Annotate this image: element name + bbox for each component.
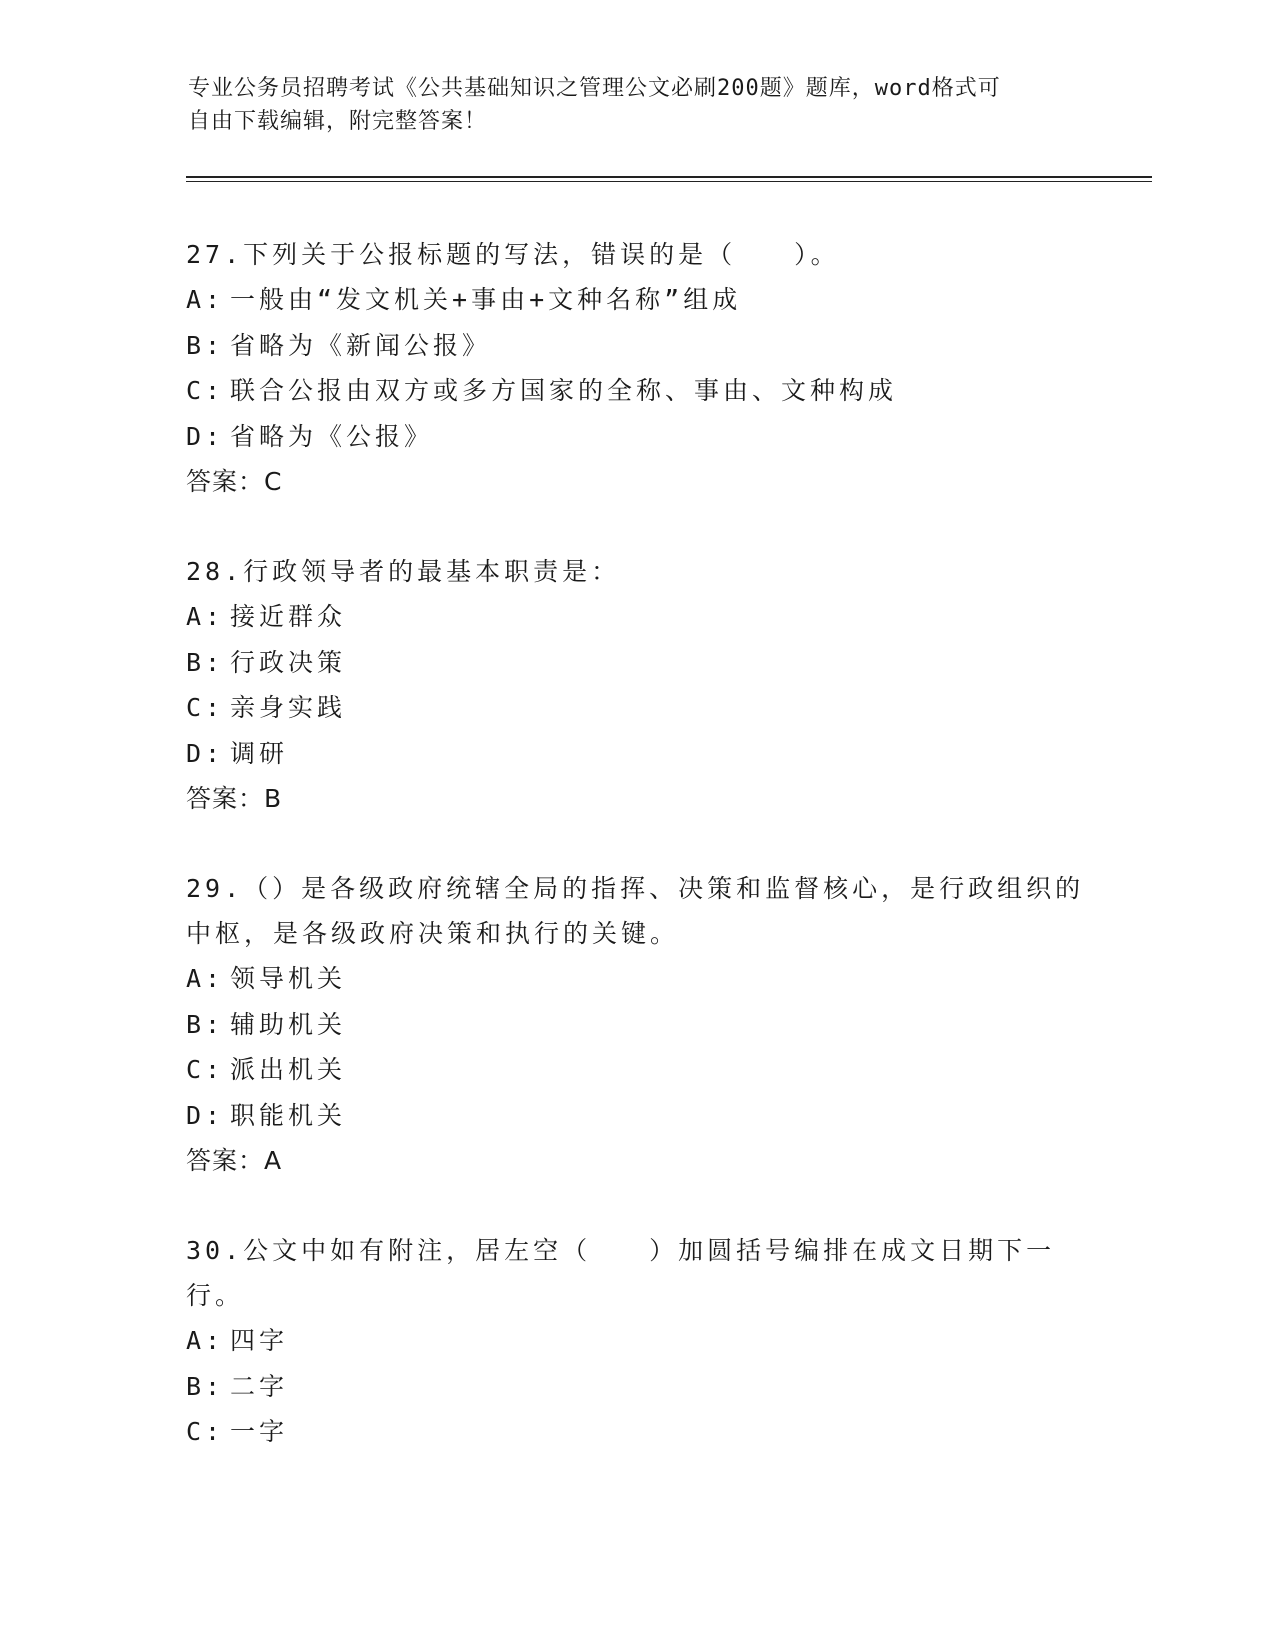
option-text: 接近群众 <box>230 602 347 631</box>
question-30 <box>186 1228 1086 1455</box>
question-text: 28.行政领导者的最基本职责是： <box>186 557 621 586</box>
header-divider-thin <box>186 181 1152 182</box>
option-text: 四字 <box>230 1326 289 1355</box>
option-text: 领导机关 <box>230 964 347 993</box>
option-c <box>186 685 1086 731</box>
option-letter: B: <box>186 1371 225 1401</box>
question-text: 27.下列关于公报标题的写法，错误的是（ ）。 <box>186 240 840 269</box>
option-text: 一般由“发文机关+事由+文种名称”组成 <box>230 285 742 314</box>
document-header <box>188 72 1068 138</box>
option-a <box>186 1318 1086 1364</box>
header-divider-thick <box>186 176 1152 178</box>
answer-line: 答案：B <box>186 784 283 813</box>
option-letter: D: <box>186 738 225 768</box>
option-letter: D: <box>186 1100 225 1130</box>
option-letter: B: <box>186 1009 225 1039</box>
option-letter: C: <box>186 376 225 405</box>
option-text: 职能机关 <box>230 1100 347 1130</box>
answer-line: 答案：C <box>186 467 283 496</box>
option-letter: C: <box>186 1417 225 1446</box>
question-list <box>186 232 1086 1500</box>
option-letter: B: <box>186 647 225 677</box>
option-letter: D: <box>186 421 225 451</box>
option-c <box>186 1409 1086 1455</box>
option-a <box>186 594 1086 640</box>
option-text: 调研 <box>230 738 289 768</box>
option-text: 辅助机关 <box>230 1009 347 1039</box>
option-text: 派出机关 <box>230 1055 347 1084</box>
option-letter: C: <box>186 693 225 722</box>
option-c <box>186 368 1086 414</box>
question-28 <box>186 549 1086 821</box>
header-line-2: 自由下载编辑，附完整答案！ <box>188 109 488 134</box>
question-text: 29.（）是各级政府统辖全局的指挥、决策和监督核心，是行政组织的中枢，是各级政府决策和执行的关键。 <box>186 874 1085 948</box>
option-letter: A: <box>186 964 225 993</box>
option-d <box>186 414 1086 460</box>
question-27 <box>186 232 1086 504</box>
option-b <box>186 1002 1086 1048</box>
option-text: 行政决策 <box>230 647 347 677</box>
question-29 <box>186 866 1086 1183</box>
option-b <box>186 323 1086 369</box>
option-d <box>186 731 1086 777</box>
option-a <box>186 956 1086 1002</box>
option-letter: B: <box>186 330 225 360</box>
option-letter: A: <box>186 602 225 631</box>
option-text: 二字 <box>230 1371 289 1401</box>
option-letter: C: <box>186 1055 225 1084</box>
question-text: 30.公文中如有附注，居左空（ ）加圆括号编排在成文日期下一行。 <box>186 1236 1056 1310</box>
option-text: 省略为《新闻公报》 <box>230 330 492 360</box>
option-b <box>186 1364 1086 1410</box>
option-d <box>186 1093 1086 1139</box>
option-b <box>186 640 1086 686</box>
answer-line: 答案：A <box>186 1146 283 1175</box>
option-c <box>186 1047 1086 1093</box>
option-text: 一字 <box>230 1417 289 1446</box>
option-letter: A: <box>186 1326 225 1355</box>
option-letter: A: <box>186 285 225 314</box>
option-text: 联合公报由双方或多方国家的全称、事由、文种构成 <box>230 376 898 405</box>
option-text: 亲身实践 <box>230 693 347 722</box>
header-line-1: 专业公务员招聘考试《公共基础知识之管理公文必刷200题》题库，word格式可 <box>188 76 1001 101</box>
option-a <box>186 277 1086 323</box>
option-text: 省略为《公报》 <box>230 421 434 451</box>
